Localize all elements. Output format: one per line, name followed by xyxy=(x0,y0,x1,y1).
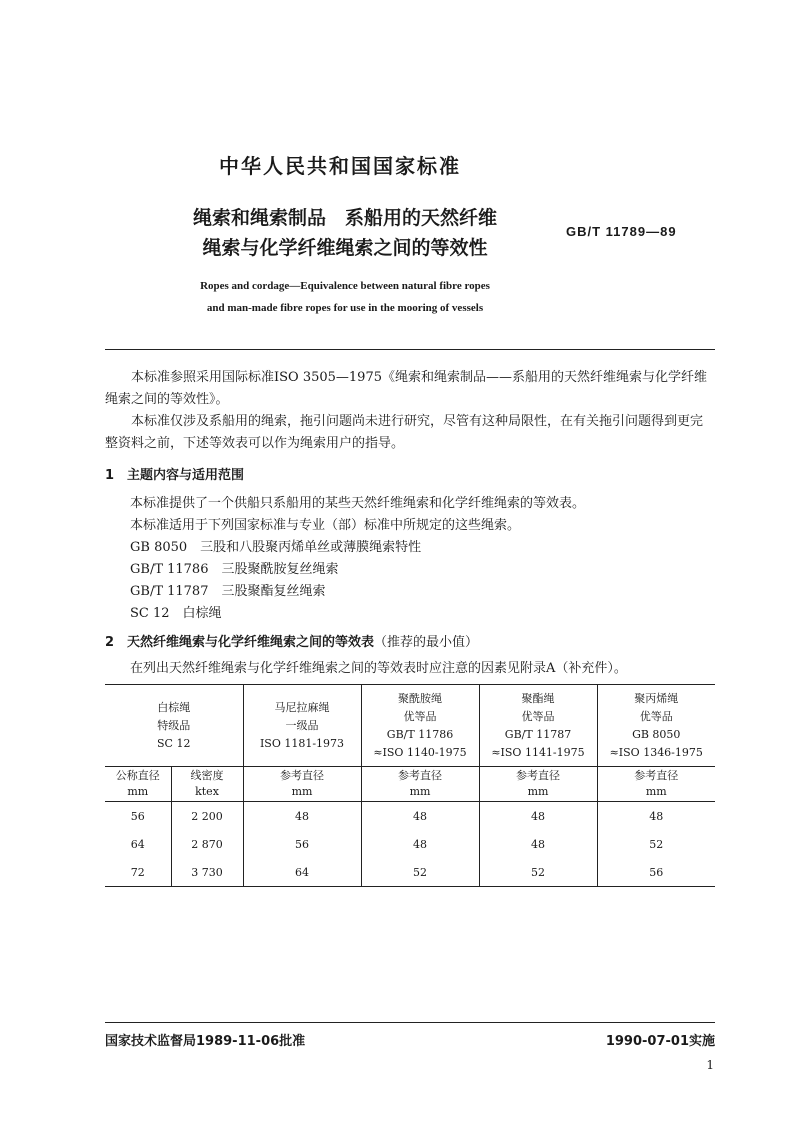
table-cell: 48 xyxy=(243,802,361,831)
footer-divider xyxy=(105,1022,715,1023)
table-cell: 52 xyxy=(479,858,597,887)
table-cell: 48 xyxy=(361,802,479,831)
subheader-cell: 参考直径 mm xyxy=(479,767,597,802)
header-polypropylene-rope: 聚丙烯绳 优等品 GB 8050 ≈ISO 1346-1975 xyxy=(597,685,715,767)
table-cell: 2 200 xyxy=(171,802,243,831)
approval-date: 国家技术监督局1989-11-06批准 xyxy=(105,1034,306,1049)
intro-paragraph-1: 本标准参照采用国际标准ISO 3505—1975《绳索和绳索制品——系船用的天然纤维绳索与化学纤维绳索之间的等效性》。 xyxy=(105,370,707,407)
table-cell: 48 xyxy=(479,830,597,858)
table-row xyxy=(105,858,715,887)
section2-heading-wrap xyxy=(105,632,715,654)
table-cell: 3 730 xyxy=(171,858,243,887)
table-cell: 56 xyxy=(130,809,145,823)
standard-code: GB/T 11789—89 xyxy=(566,224,677,239)
table-subheader-row xyxy=(105,767,715,802)
section2-heading: 2 天然纤维绳索与化学纤维绳索之间的等效表 xyxy=(105,635,375,650)
header-polyamide-rope: 聚酰胺绳 优等品 GB/T 11786 ≈ISO 1140-1975 xyxy=(361,685,479,767)
title-en-line2: and man-made fibre ropes for use in the mooring of vessels xyxy=(206,302,484,314)
table-cell: 52 xyxy=(361,858,479,887)
ref-item: GB/T 11787 三股聚酯复丝绳索 xyxy=(130,584,326,599)
table-cell: 64 xyxy=(130,837,145,851)
section1-paragraph-1: 本标准提供了一个供船只系船用的某些天然纤维绳索和化学纤维绳索的等效表。 xyxy=(130,496,586,511)
header-polyester-rope: 聚酯绳 优等品 GB/T 11787 ≈ISO 1141-1975 xyxy=(479,685,597,767)
table-cell: 52 xyxy=(597,830,715,858)
equivalence-table xyxy=(105,684,715,887)
table-cell: 2 870 xyxy=(171,830,243,858)
section1-paragraph-2: 本标准适用于下列国家标准与专业（部）标准中所规定的这些绳索。 xyxy=(130,518,521,533)
effective-date: 1990-07-01实施 xyxy=(605,1034,715,1049)
table-row xyxy=(105,802,715,831)
table-header-row xyxy=(105,685,715,767)
header-manila-rope: 马尼拉麻绳 一级品 ISO 1181-1973 xyxy=(243,685,361,767)
table-cell: 48 xyxy=(597,802,715,831)
table-cell: 48 xyxy=(361,830,479,858)
subheader-cell: 公称直径 mm xyxy=(105,767,171,802)
ref-item: GB/T 11786 三股聚酰胺复丝绳索 xyxy=(130,562,339,577)
ref-item: GB 8050 三股和八股聚丙烯单丝或薄膜绳索特性 xyxy=(130,540,422,555)
title-cn-line1: 绳索和绳索制品 系船用的天然纤维 xyxy=(192,207,497,229)
intro-paragraph-2: 本标准仅涉及系船用的绳索，拖引问题尚未进行研究，尽管有这种局限性，在有关拖引问题得到更完整资料之前，下述等效表可以作为绳索用户的指导。 xyxy=(105,414,704,451)
table-cell: 56 xyxy=(243,830,361,858)
title-cn-line2: 绳索与化学纤维绳索之间的等效性 xyxy=(202,237,488,259)
section1-heading: 1 主题内容与适用范围 xyxy=(105,468,245,483)
header-sisal-rope: 白棕绳 特级品 SC 12 xyxy=(157,700,191,750)
title-en-line1: Ropes and cordage—Equivalence between natural fibre ropes xyxy=(200,280,490,292)
section2-heading-note: （推荐的最小值） xyxy=(374,635,479,650)
table-row xyxy=(105,830,715,858)
subheader-cell: 线密度 ktex xyxy=(171,767,243,802)
ref-item: SC 12 白棕绳 xyxy=(130,606,222,621)
subheader-cell: 参考直径 mm xyxy=(243,767,361,802)
header-divider xyxy=(105,349,715,350)
table-cell: 64 xyxy=(243,858,361,887)
section2-note: 在列出天然纤维绳索与化学纤维绳索之间的等效表时应注意的因素见附录A（补充件）。 xyxy=(130,661,627,676)
table-cell: 72 xyxy=(105,858,171,887)
national-standard-title: 中华人民共和国国家标准 xyxy=(219,154,461,178)
page-number: 1 xyxy=(706,1058,714,1072)
table-cell: 48 xyxy=(479,802,597,831)
table-cell: 56 xyxy=(597,858,715,887)
subheader-cell: 参考直径 mm xyxy=(597,767,715,802)
subheader-cell: 参考直径 mm xyxy=(361,767,479,802)
